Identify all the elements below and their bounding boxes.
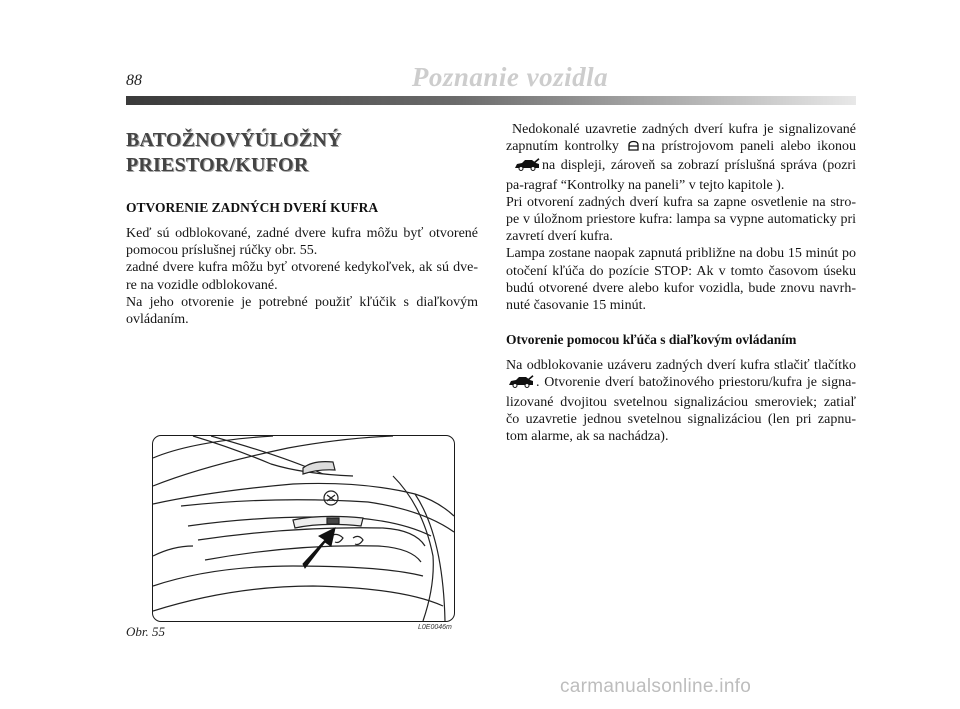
trunk-open-warning-icon [621,140,640,157]
paragraph-warning [506,121,856,194]
paragraph-warning-a: Nedokonalé uzavretie zadných dverí kufra je signalizované zapnutím kontrolky [506,122,856,155]
paragraph-light: Pri otvorení zadných dverí kufra sa zapne osvetlenie na stro-pe v úložnom priestore kufra: lampa sa vypne automaticky pri zavretí dverí kufra. [506,194,856,245]
watermark: carmanualsonline.info [560,676,752,697]
paragraph-remote-a: Na odblokovanie uzáveru zadných dverí kufra stlačiť tlačítko [506,358,856,374]
figure-caption: Obr. 55 [126,624,166,639]
left-column [126,128,478,328]
key-trunk-button-icon [508,375,534,393]
header-rule [126,96,856,105]
paragraph-2: zadné dvere kufra môžu byť otvorené kedykoľvek, ak sú dve-re na vozidle odblokované. [126,260,478,293]
subheading-remote: Otvorenie pomocou kľúča s diaľkovým ovládaním [506,332,797,348]
figure-trunk-handle [152,435,455,622]
trunk-illustration [153,436,454,621]
paragraph-remote-b: . Otvorenie dverí batožinového priestoru/kufra je signa-lizované dvojitou svetelnou signalizáciou smeroviek; zatiaľ čo uzavretie jednou svetelnou signalizáciou (len pri zapnu-tom alarme, ak sa nachádza). [506,375,856,445]
arrow-to-handle [303,528,335,568]
section-title-line1: BATOŽNOVÝÚLOŽNÝ [126,129,342,151]
page-number: 88 [126,72,142,89]
subheading-open-trunk: OTVORENIE ZADNÝCH DVERÍ KUFRA [126,200,379,215]
paragraph-remote [506,357,856,445]
paragraph-warning-b: na prístrojovom paneli alebo ikonou [641,139,856,155]
paragraph-3: Na jeho otvorenie je potrebné použiť kľúčik s diaľkovým ovládaním. [126,294,478,328]
figure-code: L0E0046m [418,624,452,631]
car-trunk-open-icon [508,158,540,176]
running-head: Poznanie vozidla [411,62,609,92]
section-title [126,128,478,178]
paragraph-warning-c: na displeji, zároveň sa zobrazí príslušná správa (pozri pa-ragraf “Kontrolky na paneli” v tejto kapitole ). [506,158,856,193]
paragraph-1: Keď sú odblokované, zadné dvere kufra môžu byť otvorené pomocou príslušnej rúčky obr. 55. [126,226,478,259]
paragraph-lamp: Lampa zostane naopak zapnutá približne na dobu 15 minút po otočení kľúča do pozície STOP: Ak v tomto časovom úseku budú otvorené dvere alebo kufor vozidla, bude znovu navrh-nuté časovanie 15 minút. [506,246,856,314]
section-title-line2: PRIESTOR/KUFOR [126,154,309,176]
right-column [506,121,856,445]
